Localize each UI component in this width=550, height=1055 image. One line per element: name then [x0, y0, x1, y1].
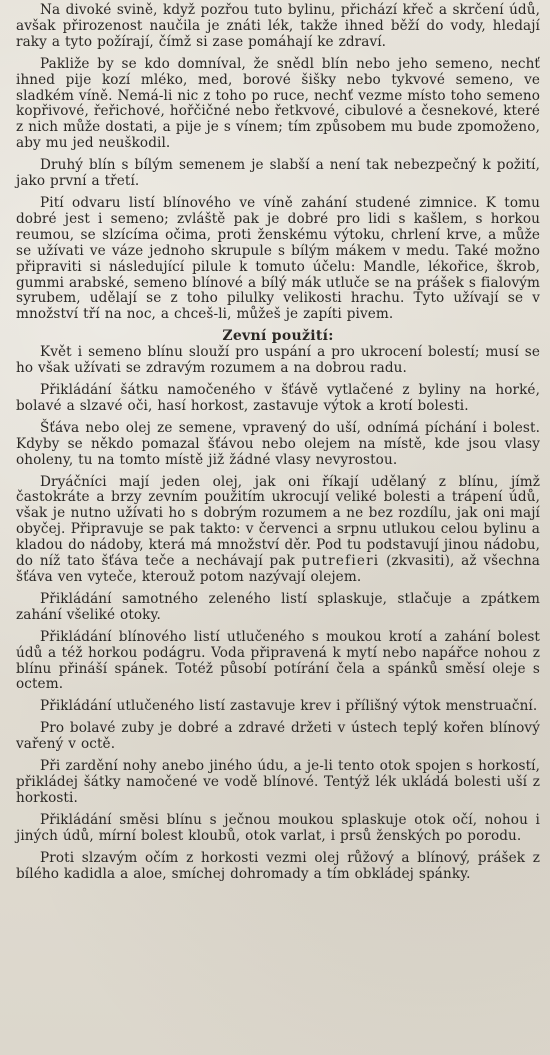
section-heading-external-use: Zevní použití:: [222, 328, 334, 345]
paragraph-flower-seed: Květ i semeno blínu slouží pro uspání a pro ukrocení bolestí; musí se ho však užívati se zdravým rozumem a na dobrou radu.: [16, 344, 540, 377]
paragraph-toothache: Pro bolavé zuby je dobré a zdravé držeti v ústech teplý kořen blínový vařený v octě.: [16, 720, 540, 753]
quack-oil-latin-term: putrefieri: [301, 553, 380, 570]
paragraph-green-leaves: Přikládání samotného zeleného listí splaskuje, stlačuje a zpátkem zahání všeliké otoky.: [16, 590, 540, 623]
paragraph-wild-pigs: Na divoké svině, když pozřou tuto bylinu, přichází křeč a skrčení údů, avšak přirozenost naučila je znáti lék, takže ihned běží do vody, hledají raky a tyto požírají, čímž si zase pomáhají ke zdraví.: [16, 2, 540, 50]
paragraph-internal-use: Pití odvaru listí blínového ve víně zahání studené zimnice. K tomu dobré jest i semeno; zvláště pak je dobré pro lidi s kašlem, s horkou reumou, se slzícíma očima, proti ženskému výtoku, chrlení krve, a může se užívati ve váze jednoho skrupule s bílým mákem v medu. Také možno připraviti si následující pilule k tomuto účelu: Mandle, lékořice, škrob, gummi arabské, semeno blínové a bílý mák utluče se na prášek s fialovým syrubem, udělají se z toho pilulky velikosti hrachu. Tyto užívají se v množství tří na noc, a chceš-li, můžeš je zapíti pivem.: [16, 194, 540, 323]
paragraph-leaves-flour: Přikládání blínového listí utlučeného s moukou krotí a zahání bolest údů a též horkou podágru. Voda připravená k mytí nebo napářce nohou z blínu přináší spánek. Totéž působí potírání čela a spánků směsí oleje s octem.: [16, 628, 540, 693]
paragraph-antidote: Pakliže by se kdo domníval, že snědl blín nebo jeho semeno, nechť ihned pije kozí mléko, med, borové šišky nebo tykvové semeno, ve sladkém víně. Nemá-li nic z toho po ruce, nechť vezme místo toho semeno kopřivové, řeřichové, hořčičné nebo řetkvové, cibulové a česnekové, které z nich může dostati, a pije je s vínem; tím způsobem mu bude zpomoženo, aby mu jed neuškodil.: [16, 55, 540, 152]
paragraph-barley-flour: Přikládání směsi blínu s ječnou moukou splaskuje otok očí, nohou i jiných údů, mírní bolest kloubů, otok varlat, i prsů ženských po porodu.: [16, 811, 540, 844]
paragraph-oil-ears: Šťáva nebo olej ze semene, vpravený do uší, odnímá píchání i bolest. Kdyby se někdo pomazal šťávou nebo olejem na místě, kde jsou vlasy oholeny, tu na tomto místě již žádné vlasy nevyrostou.: [16, 419, 540, 468]
paragraph-bleeding: Přikládání utlučeného listí zastavuje krev i přílišný výtok menstruační.: [40, 698, 538, 715]
paragraph-second-henbane: Druhý blín s bílým semenem je slabší a není tak nebezpečný k požití, jako první a třetí.: [16, 157, 540, 190]
paragraph-watery-eyes: Proti slzavým očím z horkosti vezmi olej růžový a blínový, prášek z bílého kadidla a aloe, smíchej dohromady a tím obkládej spánky.: [16, 849, 540, 882]
paragraph-reddening: Při zardění nohy anebo jiného údu, a je-li tento otok spojen s horkostí, přikládej šátky namočené ve vodě blínové. Tentýž lék ukládá bolesti uší z horkosti.: [16, 758, 540, 806]
paragraph-cloth-compress: Přikládání šátku namočeného v šťávě vytlačené z byliny na horké, bolavé a slzavé oči, hasí horkost, zastavuje výtok a krotí bolesti.: [16, 382, 540, 414]
quack-oil-text-after: (zkvasiti), až všechna šťáva ven vyteče, kterouž potom nazývají olejem.: [16, 553, 541, 585]
paragraph-quack-oil: [16, 475, 540, 586]
quack-oil-text-before: Dryáčníci mají jeden olej, jak oni říkají udělaný z blínu, jímž častokráte a brzy zevním použitím ukrocují veliké bolesti a trápení údů, však je nutno užívati ho s dobrým rozumem a ne bez rozdílu, jak oni mají obyčej. Připravuje se pak takto: v červenci a srpnu utlukou celou bylinu a kladou do nádoby, která má množství děr. Pod tu podstavují jinou nádobu, do níž tato šťáva teče a nechávají pak: [16, 473, 540, 570]
